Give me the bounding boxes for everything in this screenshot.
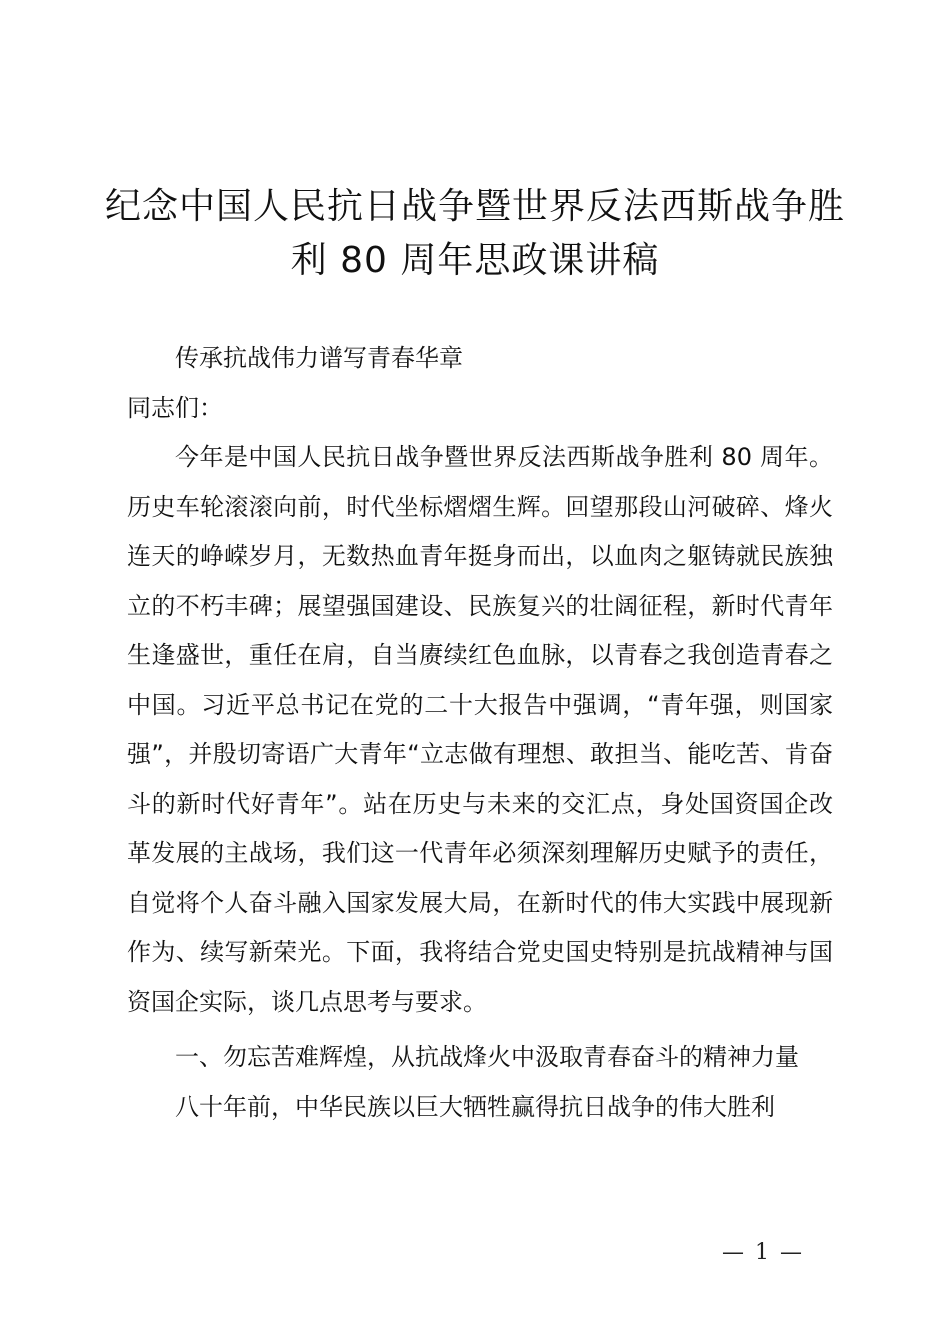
document-title [100,180,850,288]
paragraph-intro: 今年是中国人民抗日战争暨世界反法西斯战争胜利 80 周年。历史车轮滚滚向前，时代坐标熠熠生辉。回望那段山河破碎、烽火连天的峥嵘岁月，无数热血青年挺身而出，以血肉之躯铸就民族独立的不朽丰碑；展望强国建设、民族复兴的壮阔征程，新时代青年生逢盛世，重任在肩，自当赓续红色血脉，以青春之我创造青春之中国。习近平总书记在党的二十大报告中强调，“青年强，则国家强”，并殷切寄语广大青年“立志做有理想、敢担当、能吃苦、肯奋斗的新时代好青年”。站在历史与未来的交汇点，身处国资国企改革发展的主战场，我们这一代青年必须深刻理解历史赋予的责任，自觉将个人奋斗融入国家发展大局，在新时代的伟大实践中展现新作为、续写新荣光。下面，我将结合党史国史特别是抗战精神与国资国企实际，谈几点思考与要求。 [127,443,833,1016]
page-number: — 1 — [722,1240,804,1265]
section-heading-1: 一、勿忘苦难辉煌，从抗战烽火中汲取青春奋斗的精神力量 [175,1043,799,1071]
subtitle: 传承抗战伟力谱写青春华章 [175,344,463,372]
title-line-1: 纪念中国人民抗日战争暨世界反法西斯战争胜 [104,186,845,227]
paragraph-section-1: 八十年前，中华民族以巨大牺牲赢得抗日战争的伟大胜利 [175,1092,775,1121]
title-line-2: 利 80 周年思政课讲稿 [290,240,660,281]
document-body [127,334,833,1132]
salutation: 同志们： [127,393,223,422]
